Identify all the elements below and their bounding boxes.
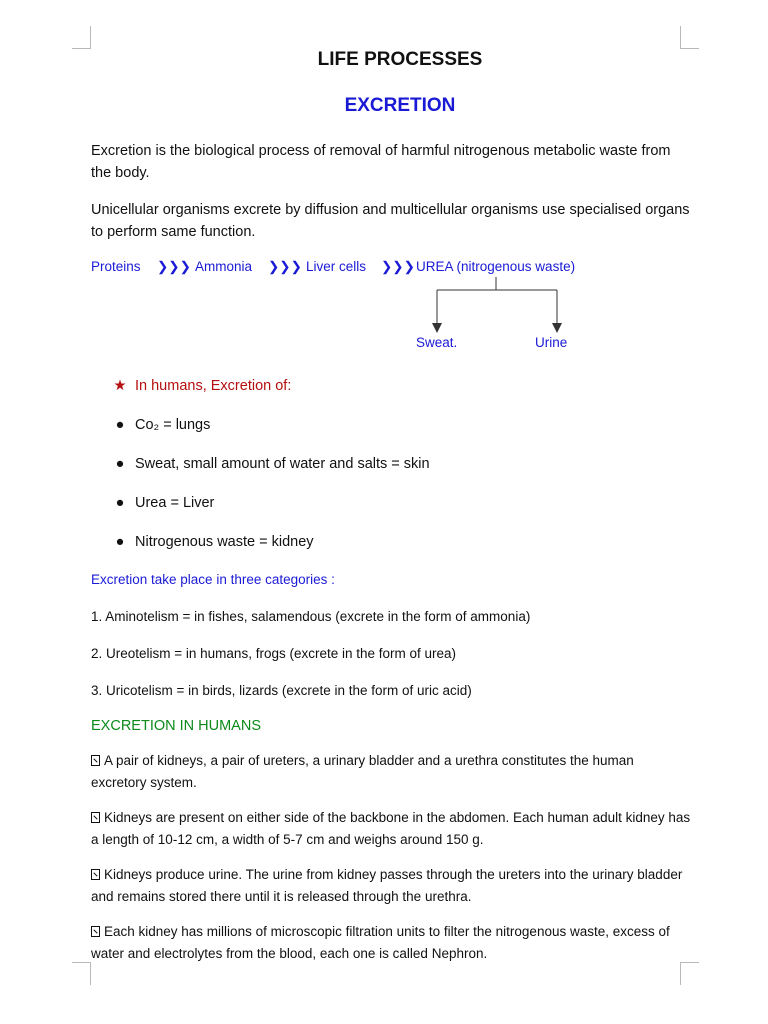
star-icon: ★ [113,378,127,394]
flow-branch-lines [91,255,691,363]
list-item [113,414,691,436]
category-item-1: 1. Aminotelism = in fishes, salamendous (excrete in the form of ammonia) [91,609,531,624]
flow-step-urea: UREA (nitrogenous waste) [416,259,576,274]
flow-separator-1: ❯❯❯ [157,259,191,274]
list-item-text: Sweat, small amount of water and salts = skin [135,456,430,472]
intro-paragraph-1: Excretion is the biological process of removal of harmful nitrogenous metabolic waste from the body. [91,143,671,181]
list-item-text: Co₂ = lungs [135,417,211,433]
page-subtitle: EXCRETION [344,95,456,116]
excretion-flow-diagram [91,255,691,363]
human-point-text: A pair of kidneys, a pair of ureters, a urinary bladder and a urethra constitutes the human excretory system. [91,753,634,790]
crop-mark-bottom-left [72,962,91,985]
checkbox-glyph-icon [91,869,100,880]
flow-step-ammonia: Ammonia [195,259,253,274]
bullet-icon: ● [115,495,125,511]
list-item [113,492,691,514]
flow-separator-3: ❯❯❯ [381,259,415,274]
page-title: LIFE PROCESSES [317,49,483,70]
category-item-3: 3. Uricotelism = in birds, lizards (excrete in the form of uric acid) [91,683,472,698]
human-point-text: Kidneys produce urine. The urine from kidney passes through the ureters into the urinary bladder and remains stored there until it is released through the urethra. [91,867,683,904]
list-item [113,531,691,553]
intro-paragraph-2: Unicellular organisms excrete by diffusion and multicellular organisms use specialised organs to perform same function. [91,202,690,240]
excretion-in-humans-heading: EXCRETION IN HUMANS [91,718,261,734]
bullet-icon: ● [115,534,125,550]
crop-mark-top-left [72,26,91,49]
flow-branch-sweat: Sweat. [416,335,458,350]
flow-step-proteins: Proteins [91,259,141,274]
flow-separator-2: ❯❯❯ [268,259,302,274]
checkbox-glyph-icon [91,926,100,937]
crop-mark-bottom-right [680,962,699,985]
humans-heading [113,375,691,397]
human-point-1 [91,750,691,794]
human-point-2 [91,807,691,851]
checkbox-glyph-icon [91,755,100,766]
humans-excretion-list [91,375,691,553]
human-point-3 [91,864,691,908]
bullet-icon: ● [115,456,125,472]
bullet-icon: ● [115,417,125,433]
document-page [91,46,691,965]
list-item [113,453,691,475]
human-point-4 [91,921,691,965]
human-point-text: Kidneys are present on either side of the backbone in the abdomen. Each human adult kidney has a length of 10-12 cm, a width of 5-7 cm and weighs around 150 g. [91,810,691,847]
list-item-text: Urea = Liver [135,495,215,511]
flow-branch-urine: Urine [535,335,568,350]
flow-step-liver-cells: Liver cells [306,259,367,274]
list-item-text: Nitrogenous waste = kidney [135,534,314,550]
human-point-text: Each kidney has millions of microscopic filtration units to filter the nitrogenous waste, excess of water and electrolytes from the blood, each one is called Nephron. [91,924,670,961]
categories-heading: Excretion take place in three categories : [91,572,335,587]
category-item-2: 2. Ureotelism = in humans, frogs (excrete in the form of urea) [91,646,457,661]
humans-heading-text: In humans, Excretion of: [135,378,292,394]
checkbox-glyph-icon [91,812,100,823]
